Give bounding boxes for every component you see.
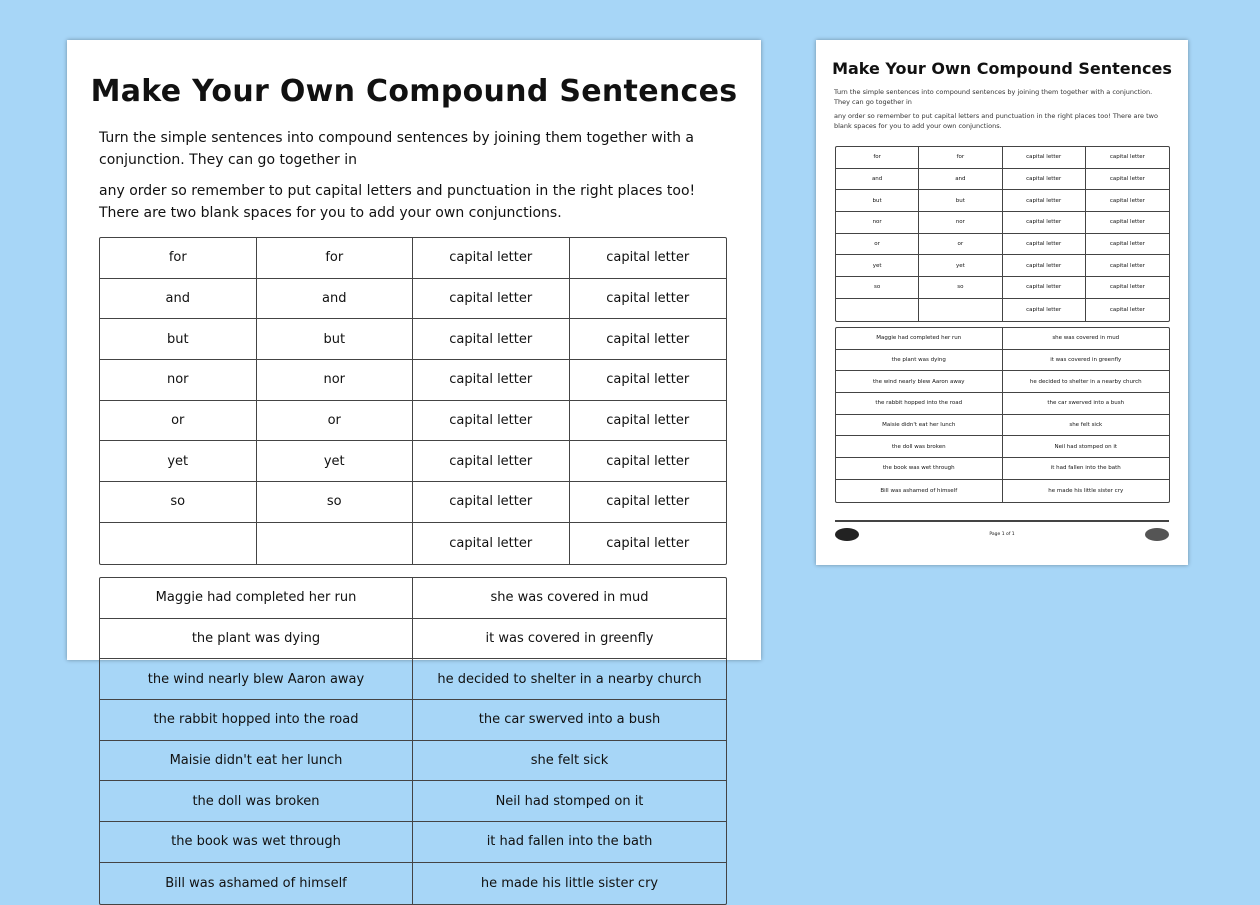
conjunction-cell: capital letter xyxy=(570,238,727,279)
conjunction-cell: capital letter xyxy=(570,360,727,401)
conjunction-cell: capital letter xyxy=(1003,190,1086,212)
conjunction-cell: capital letter xyxy=(1086,147,1169,169)
conjunction-cell: capital letter xyxy=(570,401,727,442)
conjunction-cell: capital letter xyxy=(1086,255,1169,277)
table-row xyxy=(100,619,726,660)
conjunction-cell: so xyxy=(257,482,414,523)
sentence-cell: the doll was broken xyxy=(836,436,1003,458)
page-number: Page 1 of 1 xyxy=(989,532,1015,537)
sentence-cell: Neil had stomped on it xyxy=(413,781,726,822)
sentence-cell: it was covered in greenfly xyxy=(1003,350,1170,372)
table-row xyxy=(100,360,726,401)
conjunction-cell: so xyxy=(100,482,257,523)
conjunction-cell: yet xyxy=(919,255,1002,277)
table-row xyxy=(836,393,1169,415)
table-row xyxy=(836,169,1169,191)
worksheet-preview-small xyxy=(816,40,1188,565)
conjunction-table xyxy=(835,146,1170,322)
conjunction-cell: or xyxy=(100,401,257,442)
conjunction-cell: capital letter xyxy=(570,319,727,360)
conjunction-cell: but xyxy=(836,190,919,212)
sentence-cell: it had fallen into the bath xyxy=(413,822,726,863)
sentence-cell: Maisie didn't eat her lunch xyxy=(100,741,413,782)
sentence-cell: the book was wet through xyxy=(100,822,413,863)
sentence-cell: she felt sick xyxy=(1003,415,1170,437)
table-row xyxy=(100,659,726,700)
table-row xyxy=(836,212,1169,234)
table-row xyxy=(836,190,1169,212)
conjunction-cell: and xyxy=(919,169,1002,191)
table-row xyxy=(836,480,1169,502)
conjunction-cell: for xyxy=(836,147,919,169)
table-row xyxy=(836,350,1169,372)
sentence-cell: Bill was ashamed of himself xyxy=(100,863,413,904)
conjunction-cell: but xyxy=(257,319,414,360)
table-row xyxy=(100,238,726,279)
table-row xyxy=(100,523,726,564)
sentence-cell: Neil had stomped on it xyxy=(1003,436,1170,458)
table-row xyxy=(100,319,726,360)
sentence-cell: Maggie had completed her run xyxy=(836,328,1003,350)
table-row xyxy=(100,863,726,904)
conjunction-cell: and xyxy=(257,279,414,320)
conjunction-cell: so xyxy=(836,277,919,299)
table-row xyxy=(100,578,726,619)
instructions-line-1: Turn the simple sentences into compound sentences by joining them together with a conjunction. They can go together in xyxy=(99,130,695,168)
instructions-line-1: Turn the simple sentences into compound sentences by joining them together with a conjunction. They can go together in xyxy=(834,88,1153,106)
brand-badge-icon xyxy=(1145,528,1169,541)
sentence-cell: he decided to shelter in a nearby church xyxy=(1003,371,1170,393)
conjunction-cell: or xyxy=(836,234,919,256)
conjunction-cell: capital letter xyxy=(1086,169,1169,191)
conjunction-cell: capital letter xyxy=(1003,212,1086,234)
sentence-cell: he made his little sister cry xyxy=(1048,487,1124,494)
sentence-cell: the car swerved into a bush xyxy=(1003,393,1170,415)
conjunction-cell: yet xyxy=(100,441,257,482)
conjunction-cell: capital letter xyxy=(1086,234,1169,256)
conjunction-cell: or xyxy=(919,234,1002,256)
conjunction-cell: but xyxy=(919,190,1002,212)
instructions xyxy=(834,87,1170,131)
conjunction-cell: for xyxy=(100,238,257,279)
sentence-cell: Bill was ashamed of himself xyxy=(836,480,1003,502)
conjunction-table xyxy=(99,237,727,565)
sentence-cell: Maggie had completed her run xyxy=(100,578,413,619)
conjunction-cell: or xyxy=(257,401,414,442)
sentence-cell: the wind nearly blew Aaron away xyxy=(836,371,1003,393)
sentence-cell: it was covered in greenfly xyxy=(413,619,726,660)
sentence-cell: he decided to shelter in a nearby church xyxy=(413,659,726,700)
table-row xyxy=(836,277,1169,299)
conjunction-cell: so xyxy=(919,277,1002,299)
conjunction-cell: and xyxy=(836,169,919,191)
sentence-cell: she felt sick xyxy=(413,741,726,782)
sentence-cell: the book was wet through xyxy=(836,458,1003,480)
sentence-cell: the car swerved into a bush xyxy=(413,700,726,741)
sentence-cell: the wind nearly blew Aaron away xyxy=(100,659,413,700)
conjunction-cell: capital letter xyxy=(1003,234,1086,256)
conjunction-cell: capital letter xyxy=(413,523,570,564)
sentence-cell: the plant was dying xyxy=(836,350,1003,372)
conjunction-cell: capital letter xyxy=(413,360,570,401)
conjunction-cell: for xyxy=(919,147,1002,169)
sentence-cell: the rabbit hopped into the road xyxy=(100,700,413,741)
table-row xyxy=(836,415,1169,437)
conjunction-cell xyxy=(100,523,257,564)
conjunction-cell: for xyxy=(257,238,414,279)
conjunction-cell: capital letter xyxy=(1003,147,1086,169)
sentence-table xyxy=(99,577,727,905)
sentence-cell: the rabbit hopped into the road xyxy=(836,393,1003,415)
sentence-cell: it had fallen into the bath xyxy=(1003,458,1170,480)
conjunction-cell xyxy=(836,299,919,321)
conjunction-cell: capital letter xyxy=(1003,255,1086,277)
conjunction-cell: and xyxy=(100,279,257,320)
conjunction-cell: capital letter xyxy=(570,279,727,320)
conjunction-cell: capital letter xyxy=(1086,277,1169,299)
conjunction-cell: but xyxy=(100,319,257,360)
sentence-cell: Maisie didn't eat her lunch xyxy=(836,415,1003,437)
conjunction-cell: yet xyxy=(257,441,414,482)
table-row xyxy=(836,458,1169,480)
page-footer xyxy=(835,520,1169,550)
conjunction-cell: capital letter xyxy=(413,319,570,360)
table-row xyxy=(836,234,1169,256)
conjunction-cell: capital letter xyxy=(413,238,570,279)
sentence-cell: he made his little sister cry xyxy=(480,875,659,891)
table-row xyxy=(836,255,1169,277)
sentence-cell: the doll was broken xyxy=(100,781,413,822)
conjunction-cell: capital letter xyxy=(413,279,570,320)
conjunction-cell: nor xyxy=(919,212,1002,234)
conjunction-cell: capital letter xyxy=(570,441,727,482)
conjunction-cell: capital letter xyxy=(1109,306,1145,313)
conjunction-cell: capital letter xyxy=(1086,190,1169,212)
instructions xyxy=(99,127,729,224)
worksheet-title: Make Your Own Compound Sentences xyxy=(832,59,1172,78)
sentence-cell: she was covered in mud xyxy=(1003,328,1170,350)
table-row xyxy=(100,700,726,741)
conjunction-cell: nor xyxy=(257,360,414,401)
conjunction-cell xyxy=(257,523,414,564)
sentence-table xyxy=(835,327,1170,503)
conjunction-cell: capital letter xyxy=(413,441,570,482)
conjunction-cell xyxy=(919,299,1002,321)
table-row xyxy=(836,328,1169,350)
conjunction-cell: capital letter xyxy=(1003,169,1086,191)
worksheet-title: Make Your Own Compound Sentences xyxy=(90,74,738,109)
table-row xyxy=(836,436,1169,458)
conjunction-cell: capital letter xyxy=(413,482,570,523)
conjunction-cell: capital letter xyxy=(570,482,727,523)
conjunction-cell: nor xyxy=(836,212,919,234)
conjunction-cell: capital letter xyxy=(1003,299,1086,321)
conjunction-cell: capital letter xyxy=(606,535,690,551)
instructions-line-2: any order so remember to put capital letters and punctuation in the right places too! There are two blank spaces for you to add your own conjunctions. xyxy=(99,183,696,221)
table-row xyxy=(836,371,1169,393)
table-row xyxy=(100,781,726,822)
sentence-cell: the plant was dying xyxy=(100,619,413,660)
table-row xyxy=(836,147,1169,169)
table-row xyxy=(100,401,726,442)
table-row xyxy=(100,741,726,782)
instructions-line-2: any order so remember to put capital letters and punctuation in the right places too! There are two blank spaces for you to add your own conjunctions. xyxy=(834,112,1158,130)
worksheet-preview-large xyxy=(67,40,761,891)
table-row xyxy=(836,299,1169,321)
conjunction-cell: yet xyxy=(836,255,919,277)
conjunction-cell: capital letter xyxy=(1003,277,1086,299)
conjunction-cell: capital letter xyxy=(413,401,570,442)
table-row xyxy=(100,441,726,482)
table-row xyxy=(100,279,726,320)
table-row xyxy=(100,482,726,523)
sentence-cell: she was covered in mud xyxy=(413,578,726,619)
conjunction-cell: capital letter xyxy=(1086,212,1169,234)
conjunction-cell: nor xyxy=(100,360,257,401)
table-row xyxy=(100,822,726,863)
